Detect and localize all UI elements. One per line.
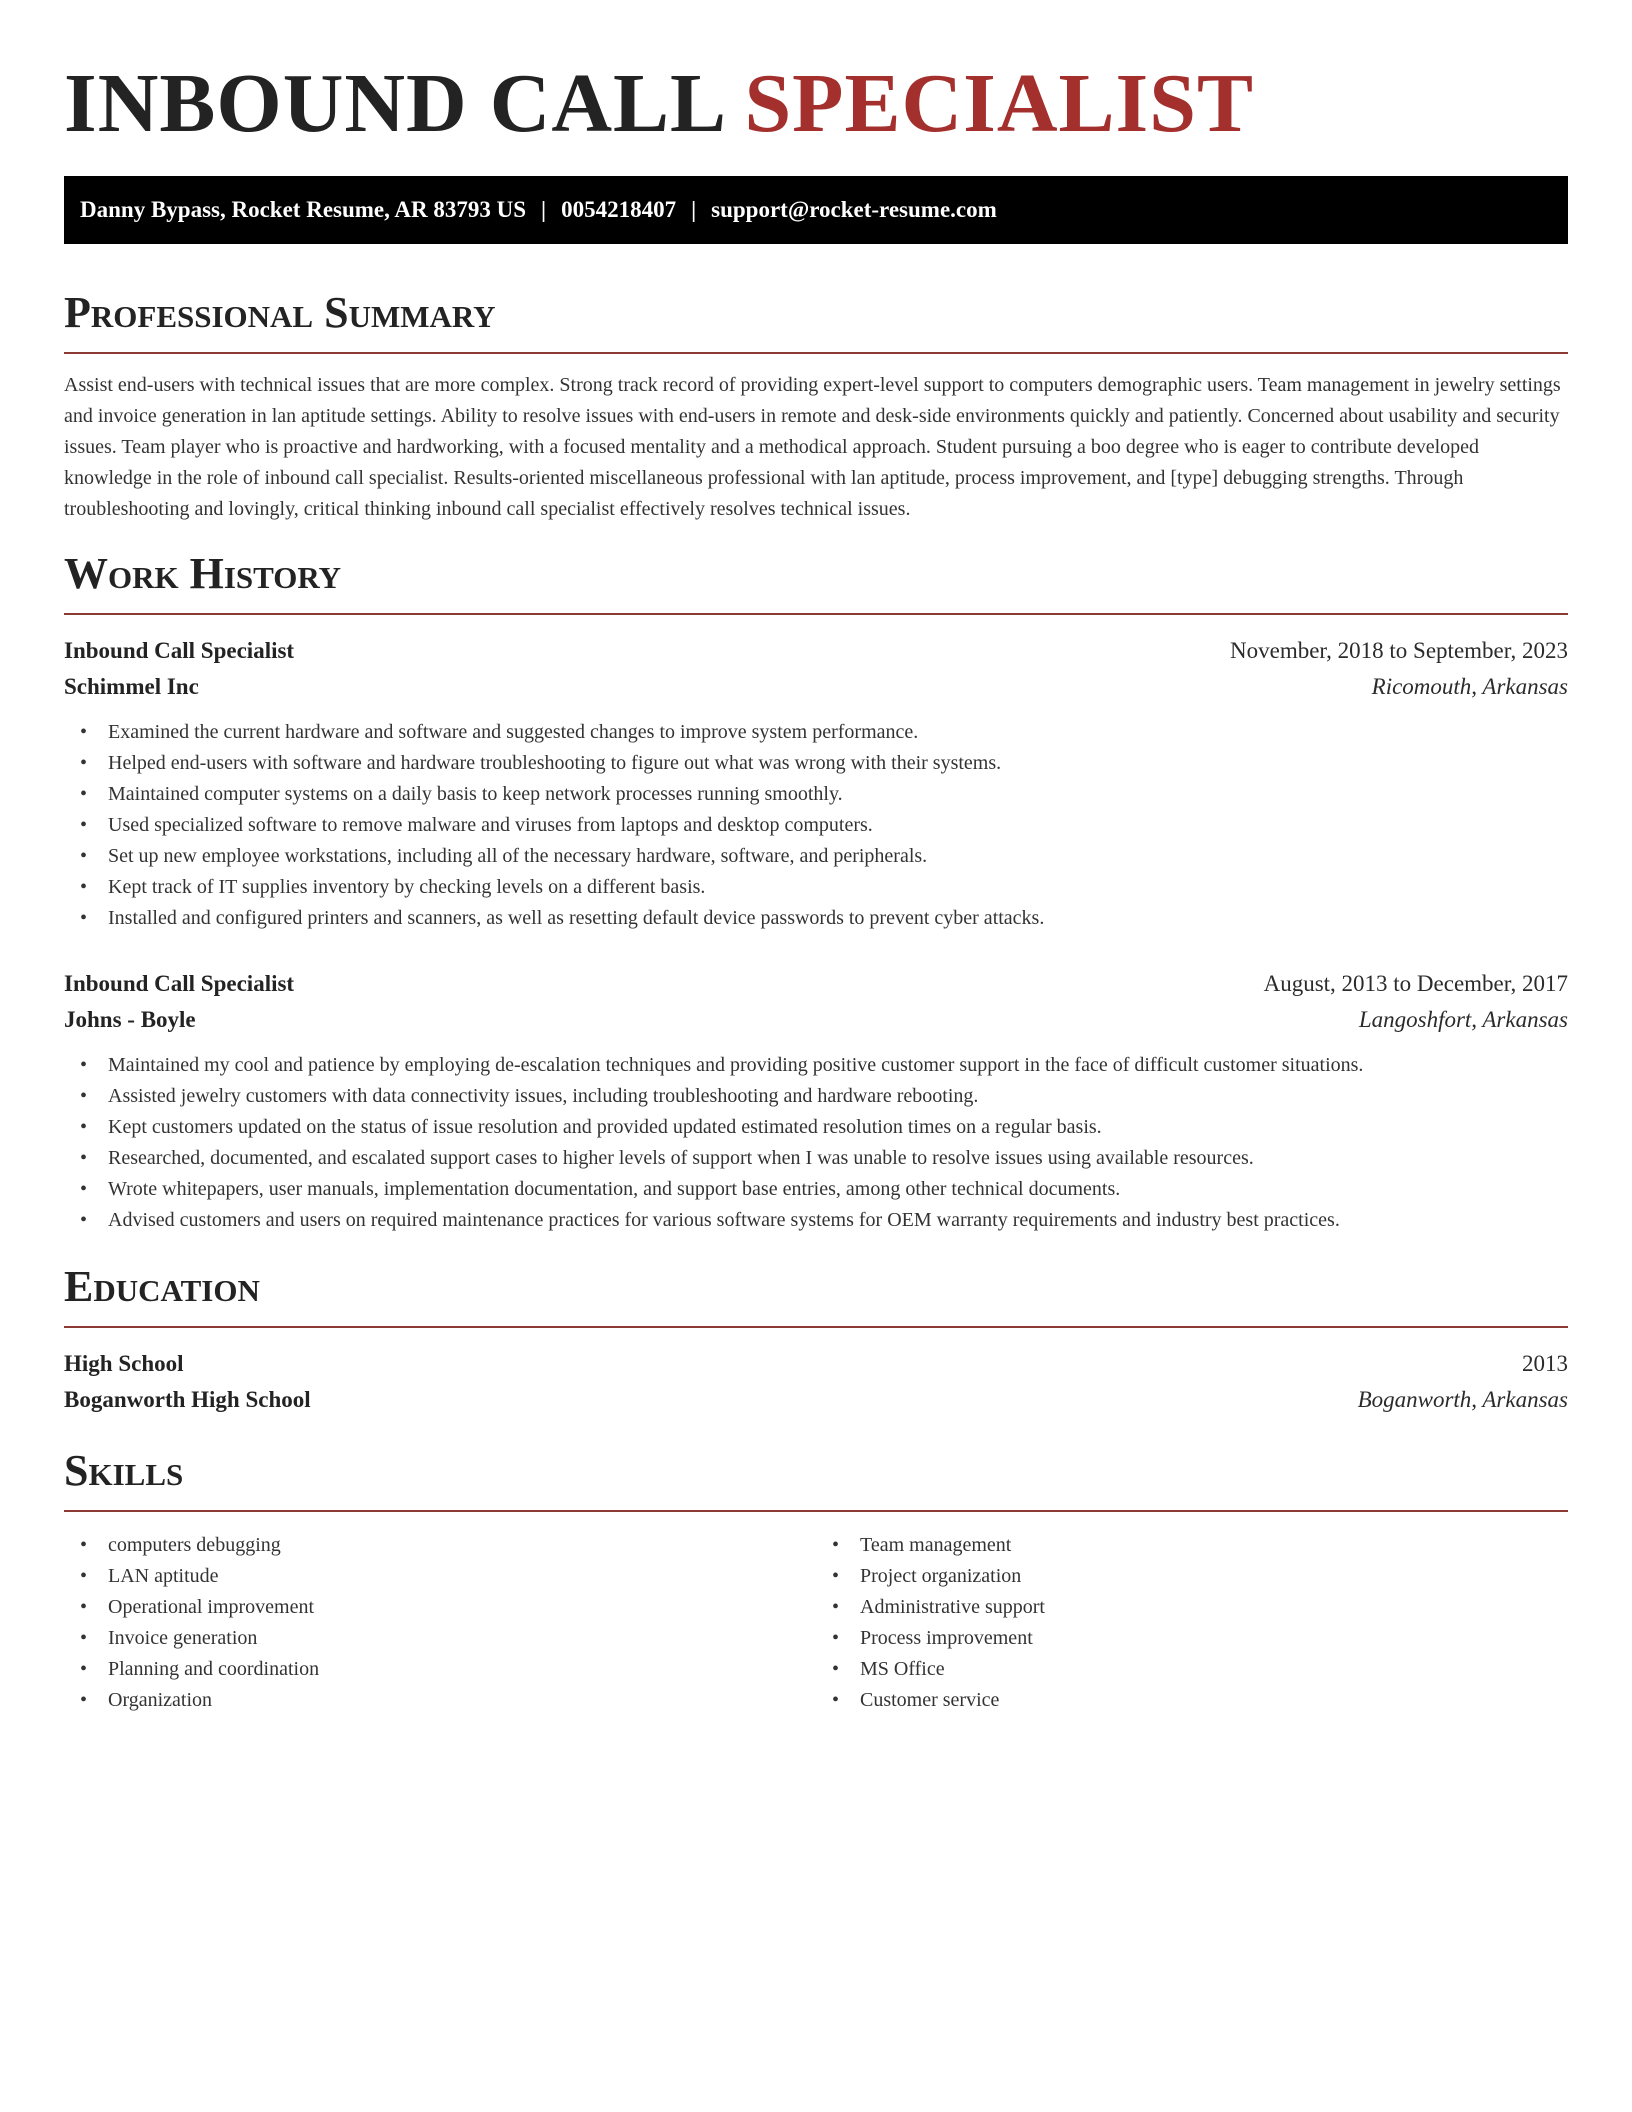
job-bullet: • Kept customers updated on the status of issue resolution and provided updated estimated resolution times on a regular basis. (80, 1112, 1568, 1143)
skill-item: • Planning and coordination (80, 1654, 816, 1685)
skill-item: • computers debugging (80, 1530, 816, 1561)
job-bullet-list (64, 717, 1568, 934)
skills-list-left (64, 1530, 816, 1716)
job-dates: August, 2013 to December, 2017 (1263, 971, 1568, 996)
skill-item: • Process improvement (832, 1623, 1568, 1654)
contact-email: support@rocket-resume.com (711, 197, 997, 222)
job-header-row (64, 966, 1568, 1002)
job-company-row (64, 669, 1568, 705)
skill-item: • MS Office (832, 1654, 1568, 1685)
job-entry (64, 966, 1568, 1236)
education-year: 2013 (1522, 1351, 1568, 1376)
work-history-section (64, 549, 1568, 1236)
contact-address: Danny Bypass, Rocket Resume, AR 83793 US (80, 197, 526, 222)
job-company: Schimmel Inc (64, 674, 199, 699)
section-heading: Professional Summary (64, 288, 496, 337)
job-bullet: • Researched, documented, and escalated support cases to higher levels of support when I was unable to resolve issues using available resources. (80, 1143, 1568, 1174)
skill-item: • LAN aptitude (80, 1561, 816, 1592)
summary-text: Assist end-users with technical issues that are more complex. Strong track record of providing expert-level support to computers demographic users. Team management in jewelry settings and invoice generation in lan aptitude settings. Ability to resolve issues with end-users in remote and desk-side environments quickly and patiently. Concerned about usability and security issues. Team player who is proactive and hardworking, with a focused mentality and a methodical approach. Student pursuing a boo degree who is eager to contribute developed knowledge in the role of inbound call specialist. Results-oriented miscellaneous professional with lan aptitude, process improvement, and [type] debugging strengths. Through troubleshooting and lovingly, critical thinking inbound call specialist effectively resolves technical issues. (64, 374, 1561, 520)
skill-item: • Administrative support (832, 1592, 1568, 1623)
skill-item: • Organization (80, 1685, 816, 1716)
job-location: Langoshfort, Arkansas (1358, 1007, 1568, 1032)
job-company: Johns - Boyle (64, 1007, 196, 1032)
education-degree: High School (64, 1351, 184, 1376)
section-divider (64, 1326, 1568, 1328)
section-heading: Work History (64, 549, 342, 598)
job-bullet: • Advised customers and users on required maintenance practices for various software systems for OEM warranty requirements and industry best practices. (80, 1205, 1568, 1236)
professional-summary-section (64, 288, 1568, 525)
job-title: Inbound Call Specialist (64, 971, 295, 996)
section-divider (64, 1510, 1568, 1512)
section-divider (64, 352, 1568, 354)
education-location: Boganworth, Arkansas (1357, 1387, 1568, 1412)
job-bullet: • Used specialized software to remove malware and viruses from laptops and desktop computers. (80, 810, 1568, 841)
job-bullet: • Wrote whitepapers, user manuals, implementation documentation, and support base entries, among other technical documents. (80, 1174, 1568, 1205)
skill-item: • Project organization (832, 1561, 1568, 1592)
job-entry (64, 633, 1568, 934)
skills-list-right (816, 1530, 1568, 1716)
education-school-row (64, 1382, 1568, 1418)
skill-item: • Customer service (832, 1685, 1568, 1716)
contact-bar (64, 176, 1568, 244)
job-bullet: • Assisted jewelry customers with data connectivity issues, including troubleshooting and hardware rebooting. (80, 1081, 1568, 1112)
job-bullet: • Kept track of IT supplies inventory by checking levels on a different basis. (80, 872, 1568, 903)
resume-title (64, 0, 1568, 176)
section-heading: Skills (64, 1446, 184, 1495)
job-bullet: • Examined the current hardware and software and suggested changes to improve system performance. (80, 717, 1568, 748)
section-heading: Education (64, 1262, 260, 1311)
job-bullet: • Maintained computer systems on a daily basis to keep network processes running smoothly. (80, 779, 1568, 810)
education-section (64, 1262, 1568, 1418)
job-bullet: • Set up new employee workstations, including all of the necessary hardware, software, and peripherals. (80, 841, 1568, 872)
title-accent: SPECIALIST (744, 57, 1254, 150)
contact-separator: | (691, 197, 697, 222)
job-bullet-list (64, 1050, 1568, 1236)
job-company-row (64, 1002, 1568, 1038)
job-dates: November, 2018 to September, 2023 (1230, 638, 1568, 663)
title-main: INBOUND CALL (64, 57, 723, 150)
skills-grid (64, 1530, 1568, 1716)
skill-item: • Invoice generation (80, 1623, 816, 1654)
skills-section (64, 1446, 1568, 1716)
job-bullet: • Installed and configured printers and scanners, as well as resetting default device passwords to prevent cyber attacks. (80, 903, 1568, 934)
education-header-row (64, 1346, 1568, 1382)
job-location: Ricomouth, Arkansas (1371, 674, 1568, 699)
job-bullet: • Maintained my cool and patience by employing de-escalation techniques and providing positive customer support in the face of difficult customer situations. (80, 1050, 1568, 1081)
contact-phone: 0054218407 (561, 197, 677, 222)
section-divider (64, 613, 1568, 615)
skill-item: • Operational improvement (80, 1592, 816, 1623)
education-entry (64, 1346, 1568, 1418)
contact-separator: | (540, 197, 547, 222)
skill-item: • Team management (832, 1530, 1568, 1561)
job-bullet: • Helped end-users with software and hardware troubleshooting to figure out what was wrong with their systems. (80, 748, 1568, 779)
job-title: Inbound Call Specialist (64, 638, 295, 663)
education-school: Boganworth High School (64, 1387, 311, 1412)
job-header-row (64, 633, 1568, 669)
